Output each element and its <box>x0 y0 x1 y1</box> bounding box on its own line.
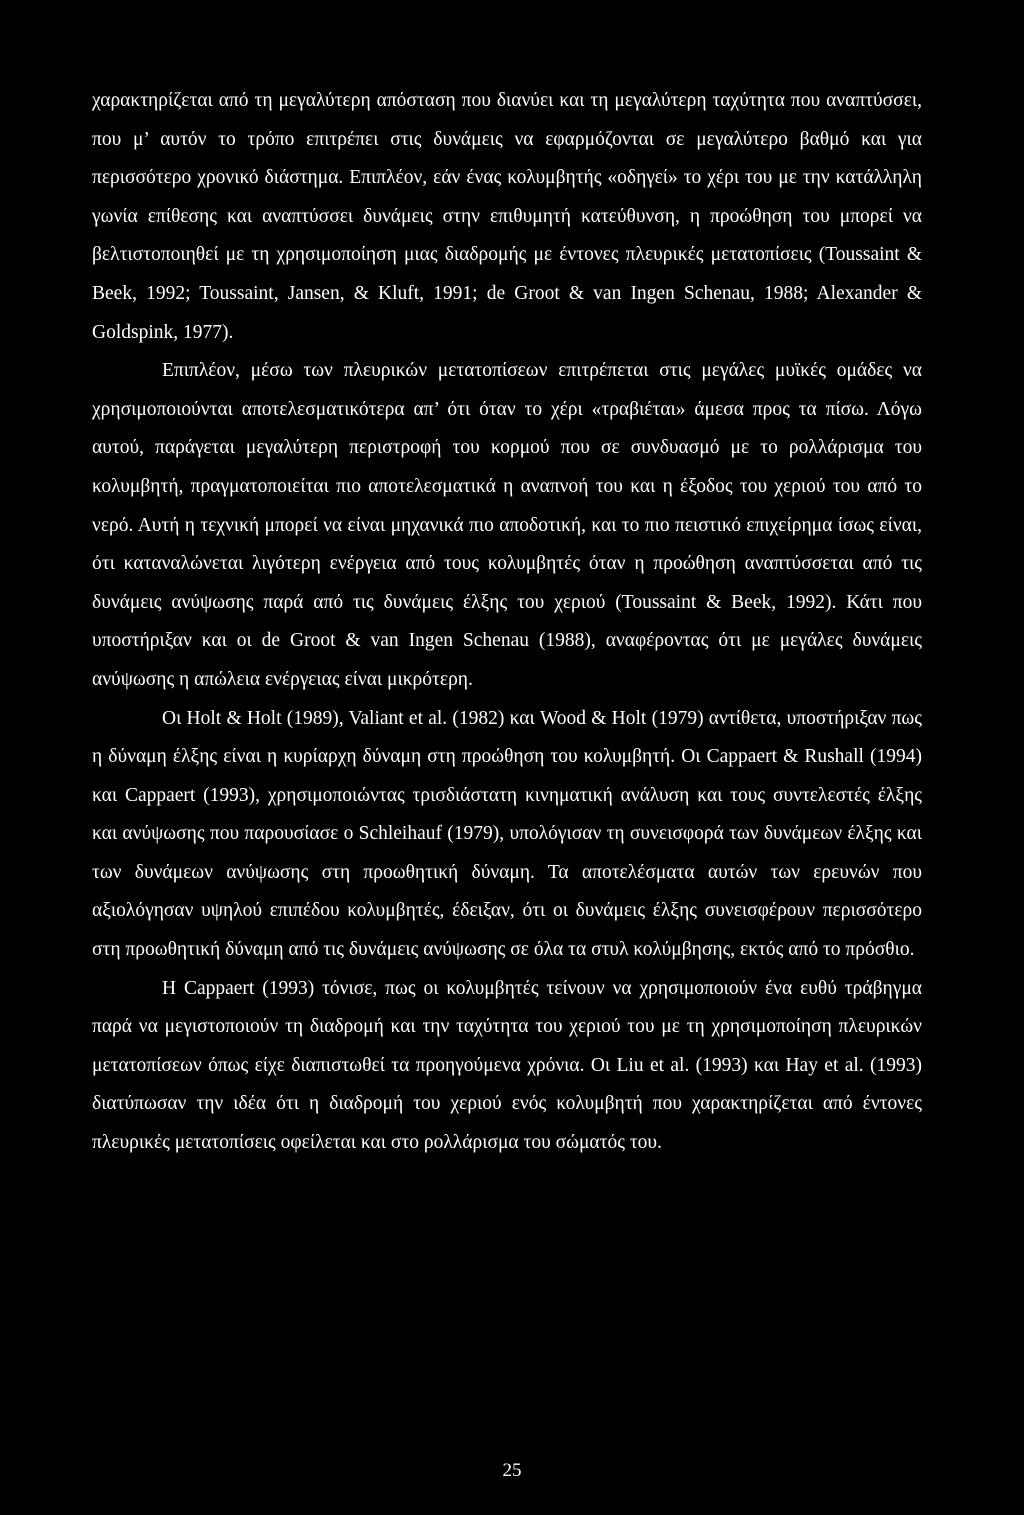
paragraph-continuation: χαρακτηρίζεται από τη μεγαλύτερη απόσταση που διανύει και τη μεγαλύτερη ταχύτητα που αναπτύσσει, που μ’ αυτόν το τρόπο επιτρέπει στις δυνάμεις να εφαρμόζονται σε μεγαλύτερο βαθμό και για περισσότερο χρονικό διάστημα. Επιπλέον, εάν ένας κολυμβητής «οδηγεί» το χέρι του με την κατάλληλη γωνία επίθεσης και αναπτύσσει δυνάμεις στην επιθυμητή κατεύθυνση, η προώθηση του μπορεί να βελτιστοποιηθεί με τη χρησιμοποίηση μιας διαδρομής με έντονες πλευρικές μετατοπίσεις (Toussaint & Beek, 1992; Toussaint, Jansen, & Kluft, 1991; de Groot & van Ingen Schenau, 1988; Alexander & Goldspink, 1977). <box>92 90 922 343</box>
paragraph-drag-force: Οι Holt & Holt (1989), Valiant et al. (1982) και Wood & Holt (1979) αντίθετα, υποστήριξαν πως η δύναμη έλξης είναι η κυρίαρχη δύναμη στη προώθηση του κολυμβητή. Οι Cappaert & Rushall (1994) και Cappaert (1993), χρησιμοποιώντας τρισδιάστατη κινηματική ανάλυση και τους συντελεστές έλξης και ανύψωσης που παρουσίασε ο Schleihauf (1979), υπολόγισαν τη συνεισφορά των δυνάμεων έλξης και των δυνάμεων ανύψωσης στη προωθητική δύναμη. Τα αποτελέσματα αυτών των ερευνών που αξιολόγησαν υψηλού επιπέδου κολυμβητές, έδειξαν, ότι οι δυνάμεις έλξης συνεισφέρουν περισσότερο στη προωθητική δύναμη από τις δυνάμεις ανύψωσης σε όλα τα στυλ κολύμβησης, εκτός από το πρόσθιο. <box>92 707 922 961</box>
paragraph-lateral-displacement: Επιπλέον, μέσω των πλευρικών μετατοπίσεων επιτρέπεται στις μεγάλες μυϊκές ομάδες να χρησιμοποιούνται αποτελεσματικότερα απ’ ότι όταν το χέρι «τραβιέται» άμεσα προς τα πίσω. Λόγω αυτού, παράγεται μεγαλύτερη περιστροφή του κορμού που σε συνδυασμό με το ρολλάρισμα του κολυμβητή, πραγματοποιείται πιο αποτελεσματικά η αναπνοή του και η έξοδος του χεριού του από το νερό. Αυτή η τεχνική μπορεί να είναι μηχανικά πιο αποδοτική, και το πιο πειστικό επιχείρημα ίσως είναι, ότι καταναλώνεται λιγότερη ενέργεια από τους κολυμβητές όταν η προώθηση αναπτύσσεται από τις δυνάμεις ανύψωσης παρά από τις δυνάμεις έλξης του χεριού (Toussaint & Beek, 1992). Κάτι που υποστήριξαν και οι de Groot & van Ingen Schenau (1988), αναφέροντας ότι με μεγάλες δυνάμεις ανύψωσης η απώλεια ενέργειας είναι μικρότερη. <box>92 360 922 690</box>
paragraph-cappaert: Η Cappaert (1993) τόνισε, πως οι κολυμβητές τείνουν να χρησιμοποιούν ένα ευθύ τράβηγμα παρά να μεγιστοποιούν τη διαδρομή και την ταχύτητα του χεριού του με τη χρησιμοποίηση πλευρικών μετατοπίσεων όπως είχε διαπιστωθεί τα προηγούμενα χρόνια. Οι Liu et al. (1993) και Hay et al. (1993) διατύπωσαν την ιδέα ότι η διαδρομή του χεριού ενός κολυμβητή που χαρακτηρίζεται από έντονες πλευρικές μετατοπίσεις οφείλεται και στο ρολλάρισμα του σώματός του. <box>92 977 922 1154</box>
page-number: 25 <box>502 1460 522 1481</box>
body-text <box>92 82 922 1163</box>
